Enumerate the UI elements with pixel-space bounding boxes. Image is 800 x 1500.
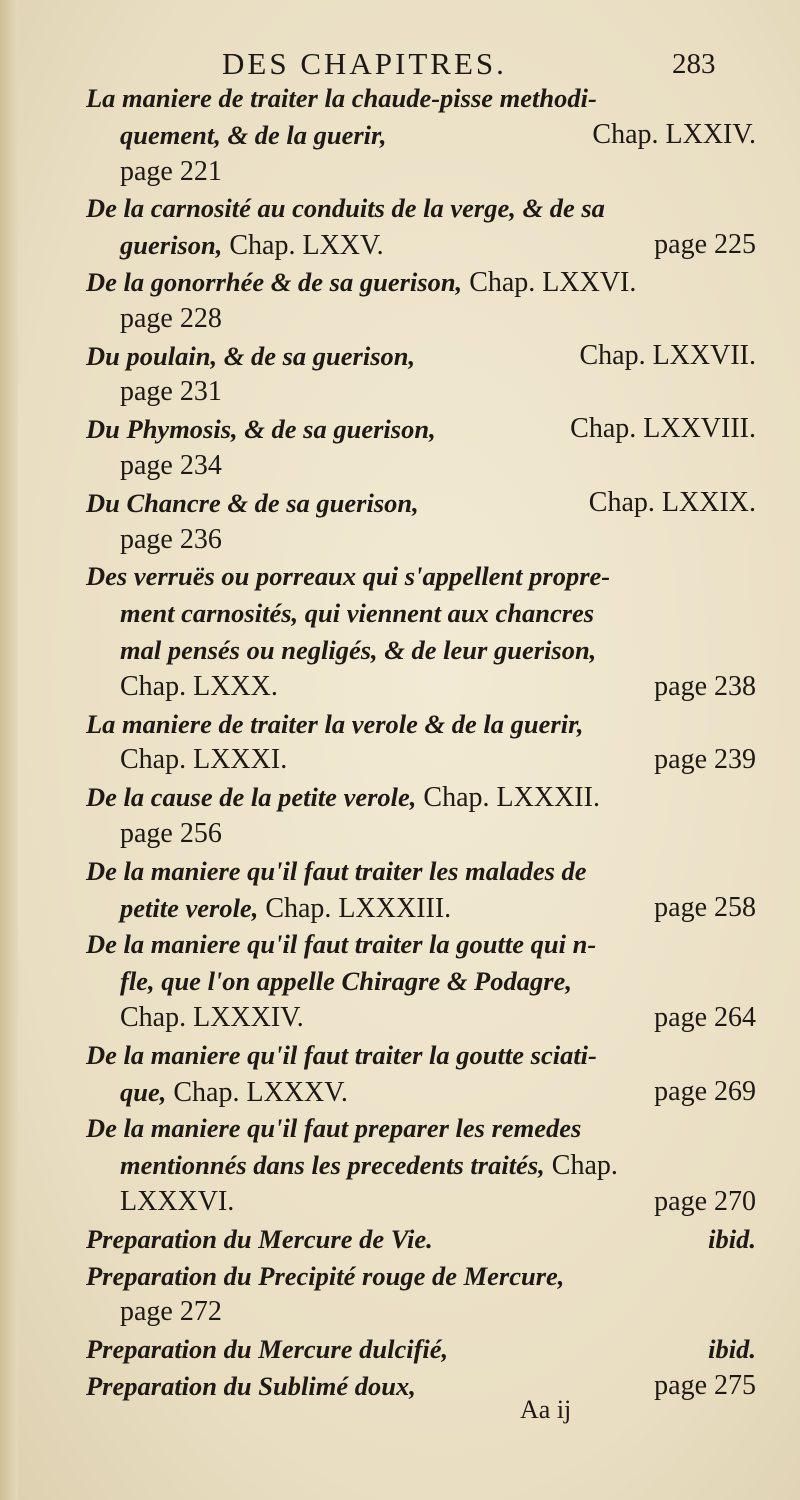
entry-title-text: mal pensés ou negligés, & de leur guerison, (120, 634, 597, 665)
entry-title-text: De la maniere qu'il faut preparer les remedes (86, 1113, 582, 1144)
entry-title-text: fle, que l'on appelle Chiragre & Podagre, (120, 966, 572, 997)
entry-line (86, 1368, 756, 1405)
entry-reference-text: page 221 (120, 155, 222, 187)
entry-reference-text: page 236 (120, 523, 222, 555)
entry-line (86, 1184, 756, 1221)
chapter-entry (86, 1110, 756, 1220)
entry-right-reference: page 239 (654, 744, 756, 776)
entry-line (86, 926, 756, 963)
chapter-entry (86, 190, 756, 264)
chapter-entry (86, 1368, 756, 1405)
running-head: DES CHAPITRES. (222, 46, 507, 81)
chapter-number: Chap. LXXXV. (166, 1076, 348, 1108)
signature-mark: Aa ij (520, 1395, 572, 1424)
chapter-number: Chap. LXXVI. (462, 266, 637, 298)
entry-title-text: Preparation du Precipité rouge de Mercure, (86, 1260, 565, 1291)
entry-line (86, 853, 756, 890)
chapter-entry (86, 779, 756, 853)
entry-right-reference: page 258 (654, 891, 756, 923)
entry-line (86, 742, 756, 779)
entry-right-reference: Chap. LXXIX. (588, 486, 756, 518)
entry-title-text: De la maniere qu'il faut traiter la goutte sciati- (86, 1039, 597, 1070)
entry-title-text: mentionnés dans les precedents traités, (120, 1150, 545, 1181)
entry-right-reference: page 264 (654, 1001, 756, 1033)
chapter-entry (86, 1258, 756, 1332)
entry-right-reference: page 238 (654, 670, 756, 702)
entry-line (86, 1000, 756, 1037)
entry-line (86, 448, 756, 485)
entry-line (86, 1110, 756, 1147)
entry-reference-text: Chap. LXXXIV. (120, 1001, 304, 1033)
entry-right-reference: page 275 (654, 1369, 756, 1401)
chapter-entry (86, 1331, 756, 1368)
chapter-entry (86, 926, 756, 1036)
chapter-number: Chap. LXXV. (222, 230, 384, 262)
entry-line (86, 1074, 756, 1111)
chapter-number: Chap. LXXXIII. (258, 892, 452, 924)
entry-right-reference: page 270 (654, 1185, 756, 1217)
entry-line (86, 154, 756, 191)
entry-line (86, 338, 756, 375)
table-of-chapters (86, 80, 756, 1405)
entry-line (86, 411, 756, 448)
entry-title-text: quement, & de la guerir, (120, 119, 387, 150)
entry-title-text: De la cause de la petite verole, (86, 782, 417, 813)
entry-title-text: Preparation du Mercure de Vie. (86, 1223, 433, 1254)
entry-reference-text: Chap. LXXX. (120, 670, 278, 702)
entry-line (86, 1331, 756, 1368)
entry-line (86, 1037, 756, 1074)
entry-line (86, 558, 756, 595)
entry-line (86, 669, 756, 706)
entry-reference-text: page 231 (120, 376, 222, 408)
chapter-entry (86, 853, 756, 927)
entry-title-text: ment carnosités, qui viennent aux chancres (120, 598, 595, 629)
entry-reference-text: page 272 (120, 1296, 222, 1328)
entry-right-reference: page 269 (654, 1075, 756, 1107)
page-header (0, 44, 800, 84)
entry-right-reference: ibid. (708, 1223, 756, 1254)
entry-line (86, 485, 756, 522)
entry-line (86, 374, 756, 411)
entry-title-text: De la maniere qu'il faut traiter les malades de (86, 855, 587, 886)
entry-line (86, 595, 756, 632)
entry-right-reference: Chap. LXXVII. (579, 339, 756, 371)
entry-title-text: Du poulain, & de sa guerison, (86, 340, 416, 371)
entry-right-reference: Chap. LXXVIII. (570, 413, 756, 445)
chapter-number: Chap. (544, 1150, 618, 1182)
chapter-entry (86, 411, 756, 485)
chapter-entry (86, 1037, 756, 1111)
entry-title-text: Preparation du Mercure dulcifié, (86, 1334, 449, 1365)
entry-line (86, 706, 756, 743)
entry-title-text: De la carnosité au conduits de la verge, & de sa (86, 193, 605, 224)
entry-reference-text: page 256 (120, 817, 222, 849)
entry-right-reference: page 225 (654, 229, 756, 261)
entry-title-text: De la gonorrhée & de sa guerison, (86, 266, 463, 297)
entry-title-text: La maniere de traiter la chaude-pisse methodi- (86, 83, 597, 113)
entry-title-text: Du Phymosis, & de sa guerison, (86, 414, 436, 445)
entry-title-text: petite verole, (120, 892, 259, 923)
chapter-entry (86, 264, 756, 338)
entry-title-text: La maniere de traiter la verole & de la guerir, (86, 708, 584, 739)
entry-line (86, 301, 756, 338)
entry-line (86, 632, 756, 669)
entry-line (86, 963, 756, 1000)
entry-line (86, 522, 756, 559)
entry-right-reference: ibid. (708, 1334, 756, 1365)
entry-line (86, 1147, 756, 1184)
chapter-entry (86, 485, 756, 559)
chapter-entry (86, 338, 756, 412)
entry-line (86, 779, 756, 816)
entry-line (86, 1221, 756, 1258)
page-number: 283 (672, 48, 716, 80)
chapter-entry (86, 706, 756, 780)
entry-line (86, 264, 756, 301)
page-gutter-edge (0, 0, 18, 1500)
entry-title-text: Des verruës ou porreaux qui s'appellent propre- (86, 561, 611, 592)
entry-right-reference: Chap. LXXIV. (592, 118, 756, 150)
entry-title-text: que, (120, 1076, 167, 1107)
chapter-entry (86, 80, 756, 190)
entry-title-text: guerison, (120, 230, 223, 261)
entry-line (86, 1258, 756, 1295)
entry-reference-text: Chap. LXXXI. (120, 744, 288, 776)
entry-line (86, 80, 756, 117)
chapter-entry (86, 1221, 756, 1258)
entry-title-text: De la maniere qu'il faut traiter la goutte qui n- (86, 929, 597, 960)
entry-line (86, 816, 756, 853)
chapter-number: Chap. LXXXII. (416, 782, 600, 814)
entry-line (86, 117, 756, 154)
entry-line (86, 890, 756, 927)
entry-reference-text: page 234 (120, 449, 222, 481)
entry-line (86, 1294, 756, 1331)
entry-reference-text: LXXXVI. (120, 1185, 235, 1217)
chapter-entry (86, 558, 756, 705)
entry-title-text: Du Chancre & de sa guerison, (86, 487, 419, 518)
entry-line (86, 227, 756, 264)
entry-line (86, 190, 756, 227)
entry-title-text: Preparation du Sublimé doux, (86, 1370, 416, 1401)
entry-reference-text: page 228 (120, 302, 222, 334)
